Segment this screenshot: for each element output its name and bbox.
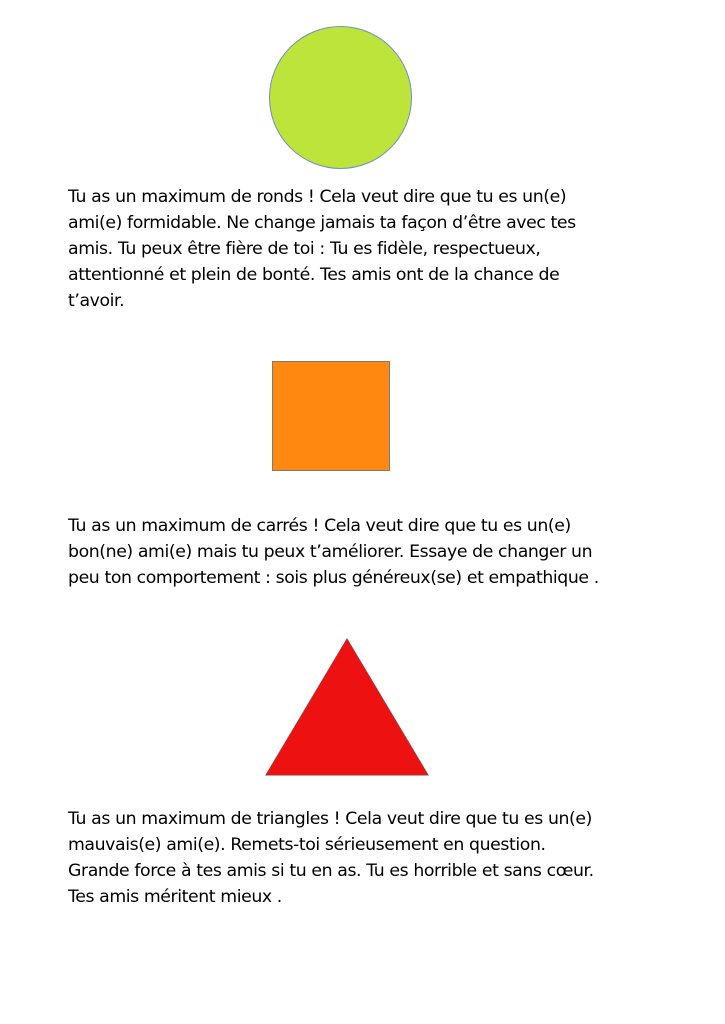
circle-result-text	[68, 184, 668, 314]
orange-square-shape	[272, 361, 390, 471]
text-line: mauvais(e) ami(e). Remets-toi sérieusement en question.	[68, 835, 546, 855]
text-line: Tu as un maximum de ronds ! Cela veut dire que tu es un(e)	[68, 187, 567, 207]
text-line: ami(e) formidable. Ne change jamais ta façon d’être avec tes	[68, 213, 576, 233]
text-line: Tes amis méritent mieux .	[68, 887, 282, 907]
triangle-polygon	[266, 639, 428, 775]
text-line: peu ton comportement : sois plus généreux(se) et empathique .	[68, 568, 599, 588]
text-line: Grande force à tes amis si tu en as. Tu es horrible et sans cœur.	[68, 861, 594, 881]
green-circle-shape	[269, 26, 412, 169]
text-line: bon(ne) ami(e) mais tu peux t’améliorer. Essaye de changer un	[68, 542, 593, 562]
text-line: t’avoir.	[68, 291, 125, 311]
triangle-result-text	[68, 806, 668, 910]
red-triangle-shape	[264, 637, 430, 777]
text-line: Tu as un maximum de triangles ! Cela veut dire que tu es un(e)	[68, 809, 592, 829]
text-line: Tu as un maximum de carrés ! Cela veut dire que tu es un(e)	[68, 516, 571, 536]
text-line: attentionné et plein de bonté. Tes amis ont de la chance de	[68, 265, 560, 285]
square-result-text	[68, 513, 668, 591]
text-line: amis. Tu peux être fière de toi : Tu es fidèle, respectueux,	[68, 239, 541, 259]
